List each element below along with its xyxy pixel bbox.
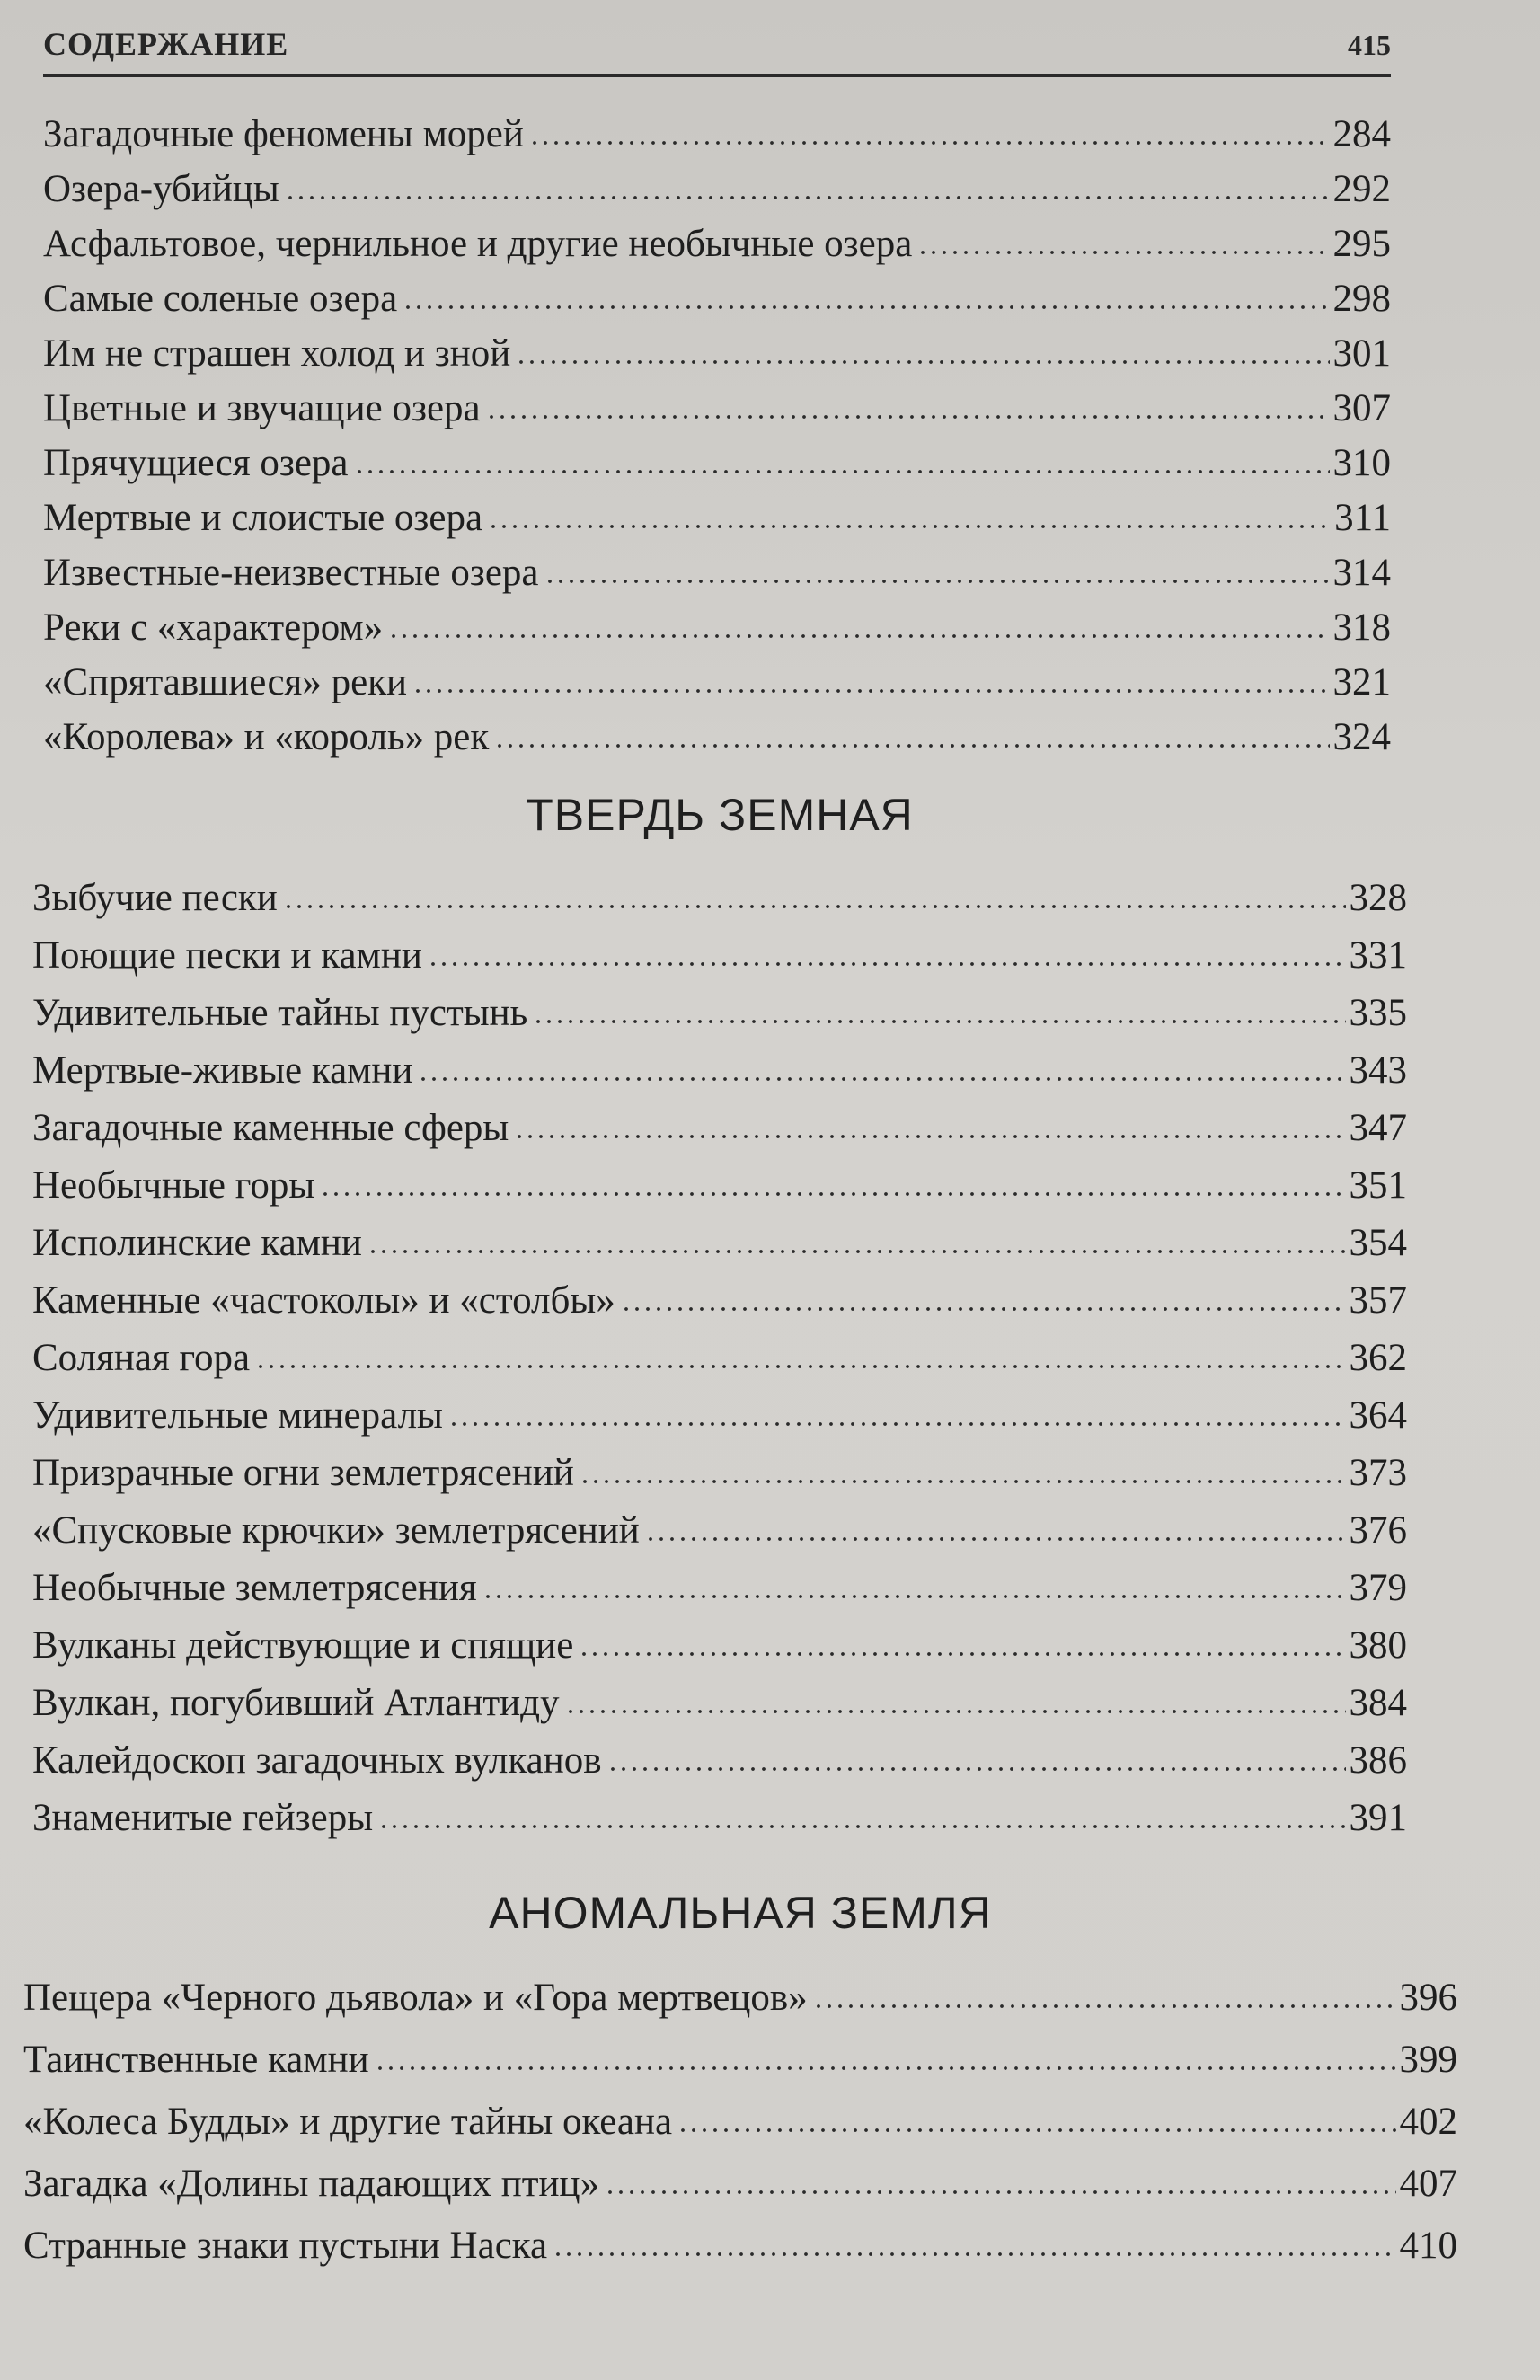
toc-entry <box>43 166 1391 213</box>
toc-entry-page: 292 <box>1332 168 1391 210</box>
toc-entry-page: 284 <box>1332 113 1391 155</box>
toc-entry <box>23 1975 1457 2022</box>
toc-entry <box>43 605 1391 651</box>
toc-entry <box>43 440 1391 487</box>
dot-leader <box>448 1420 1346 1429</box>
toc-entry-title: Загадка «Долины падающих птиц» <box>23 2163 600 2205</box>
toc-entry-page: 362 <box>1349 1337 1407 1379</box>
dot-leader <box>514 1132 1345 1141</box>
running-header <box>43 20 1391 77</box>
toc-entry-title: Мертвые-живые камни <box>32 1049 413 1092</box>
toc-entry <box>32 1048 1407 1094</box>
dot-leader <box>544 577 1330 586</box>
toc-entry <box>23 2037 1457 2084</box>
toc-entry-page: 402 <box>1399 2101 1457 2143</box>
toc-entry-page: 396 <box>1399 1977 1457 2019</box>
toc-entry <box>43 385 1391 432</box>
dot-leader <box>375 2064 1396 2073</box>
toc-entry-title: Странные знаки пустыни Наска <box>23 2225 548 2267</box>
toc-entry <box>43 495 1391 542</box>
toc-entry <box>32 1220 1407 1267</box>
toc-entry-title: Цветные и звучащие озера <box>43 387 481 429</box>
toc-entry <box>32 1450 1407 1497</box>
toc-entry-page: 399 <box>1399 2039 1457 2081</box>
toc-entry-page: 335 <box>1349 992 1407 1034</box>
toc-entry <box>23 2099 1457 2146</box>
toc-entry-page: 373 <box>1349 1452 1407 1494</box>
toc-entry-title: Реки с «характером» <box>43 606 384 649</box>
dot-leader <box>813 2002 1396 2011</box>
section-heading: АНОМАЛЬНАЯ ЗЕМЛЯ <box>489 1888 992 1938</box>
toc-entry-page: 380 <box>1349 1624 1407 1667</box>
toc-entry <box>32 1508 1407 1554</box>
toc-entry <box>43 331 1391 377</box>
toc-entry-title: Им не страшен холод и зной <box>43 332 511 375</box>
toc-entry-title: Известные-неизвестные озера <box>43 552 539 594</box>
toc-entry <box>32 1738 1407 1784</box>
toc-entry-page: 351 <box>1349 1164 1407 1207</box>
toc-entry-page: 410 <box>1399 2225 1457 2267</box>
dot-leader <box>494 741 1329 750</box>
toc-entry <box>43 550 1391 597</box>
toc-entry-title: Зыбучие пески <box>32 877 278 919</box>
dot-leader <box>428 960 1346 969</box>
dot-leader <box>533 1017 1345 1026</box>
toc-entry-title: Прячущиеся озера <box>43 442 349 484</box>
toc-entry <box>23 2223 1457 2269</box>
toc-entry <box>32 990 1407 1037</box>
toc-entry <box>32 1795 1407 1842</box>
toc-entry-page: 354 <box>1349 1222 1407 1264</box>
toc-entry-title: Удивительные тайны пустынь <box>32 992 528 1034</box>
toc-entry <box>43 221 1391 268</box>
toc-section-continuation <box>43 106 1391 771</box>
toc-entry-page: 331 <box>1349 934 1407 977</box>
dot-leader <box>388 632 1329 641</box>
toc-entry-page: 295 <box>1332 223 1391 265</box>
toc-entry <box>43 111 1391 158</box>
toc-entry-page: 310 <box>1332 442 1391 484</box>
toc-entry <box>32 875 1407 922</box>
toc-entry-page: 407 <box>1399 2163 1457 2205</box>
toc-entry-page: 391 <box>1349 1797 1407 1839</box>
dot-leader <box>605 2188 1395 2197</box>
toc-entry <box>43 714 1391 761</box>
toc-entry-title: Асфальтовое, чернильное и другие необычные озера <box>43 223 913 265</box>
toc-entry-title: Исполинские камни <box>32 1222 362 1264</box>
toc-entry-page: 357 <box>1349 1279 1407 1322</box>
toc-entry <box>32 1623 1407 1669</box>
toc-entry-title: Необычные землетрясения <box>32 1567 477 1609</box>
toc-entry-title: Калейдоскоп загадочных вулканов <box>32 1739 602 1782</box>
toc-entry-title: Соляная гора <box>32 1337 251 1379</box>
toc-entry <box>43 659 1391 706</box>
toc-entry-title: Призрачные огни землетрясений <box>32 1452 574 1494</box>
dot-leader <box>367 1247 1346 1256</box>
toc-entry-title: «Спрятавшиеся» реки <box>43 661 408 703</box>
dot-leader <box>488 522 1331 531</box>
toc-entry-page: 386 <box>1349 1739 1407 1782</box>
toc-section-tverd-zemnaya <box>32 789 1407 1858</box>
toc-entry-page: 328 <box>1349 877 1407 919</box>
dot-leader <box>418 1075 1345 1084</box>
dot-leader <box>320 1190 1345 1199</box>
toc-section-anomalnaya-zemlya <box>23 1887 1457 2291</box>
section-heading: ТВЕРДЬ ЗЕМНАЯ <box>526 790 914 840</box>
toc-entry <box>32 933 1407 979</box>
page-number: 415 <box>1348 29 1391 61</box>
toc-entry-title: «Спусковые крючки» землетрясений <box>32 1509 640 1552</box>
toc-entry-page: 376 <box>1349 1509 1407 1552</box>
dot-leader <box>378 1822 1345 1831</box>
dot-leader <box>645 1535 1346 1544</box>
dot-leader <box>283 902 1346 911</box>
toc-entry-title: «Королева» и «король» рек <box>43 716 490 758</box>
toc-entry <box>43 276 1391 323</box>
toc-entry-page: 321 <box>1332 661 1391 703</box>
toc-entry-title: Озера-убийцы <box>43 168 279 210</box>
toc-entry-page: 343 <box>1349 1049 1407 1092</box>
toc-entry-page: 298 <box>1332 278 1391 320</box>
toc-entry-page: 318 <box>1332 606 1391 649</box>
toc-entry-title: Поющие пески и камни <box>32 934 422 977</box>
dot-leader <box>607 1765 1346 1774</box>
toc-entry-page: 307 <box>1332 387 1391 429</box>
toc-entry-title: Мертвые и слоистые озера <box>43 497 483 539</box>
toc-entry-title: Вулкан, погубивший Атлантиду <box>32 1682 560 1724</box>
dot-leader <box>255 1362 1345 1371</box>
toc-entry-title: Загадочные каменные сферы <box>32 1107 509 1149</box>
toc-entry <box>32 1680 1407 1727</box>
dot-leader <box>412 686 1329 695</box>
dot-leader <box>516 358 1329 367</box>
toc-entry-page: 347 <box>1349 1107 1407 1149</box>
dot-leader <box>486 412 1330 421</box>
toc-entry-title: Загадочные феномены морей <box>43 113 524 155</box>
dot-leader <box>285 193 1330 202</box>
toc-entry-page: 311 <box>1334 497 1391 539</box>
dot-leader <box>529 138 1330 147</box>
toc-entry-title: Необычные горы <box>32 1164 315 1207</box>
toc-entry-title: Вулканы действующие и спящие <box>32 1624 574 1667</box>
toc-entry-page: 324 <box>1332 716 1391 758</box>
toc-entry <box>23 2161 1457 2207</box>
dot-leader <box>553 2250 1395 2259</box>
toc-entry-title: Знаменитые гейзеры <box>32 1797 374 1839</box>
dot-leader <box>565 1707 1346 1716</box>
dot-leader <box>677 2126 1395 2135</box>
dot-leader <box>579 1650 1345 1659</box>
toc-entry <box>32 1163 1407 1209</box>
dot-leader <box>917 248 1329 257</box>
toc-entry <box>32 1105 1407 1152</box>
toc-entry-page: 379 <box>1349 1567 1407 1609</box>
dot-leader <box>354 467 1330 476</box>
toc-entry <box>32 1335 1407 1382</box>
toc-entry <box>32 1393 1407 1439</box>
toc-entry-title: Каменные «частоколы» и «столбы» <box>32 1279 615 1322</box>
running-header-title: СОДЕРЖАНИЕ <box>43 26 289 62</box>
toc-entry-title: «Колеса Будды» и другие тайны океана <box>23 2101 673 2143</box>
dot-leader <box>621 1305 1346 1314</box>
toc-entry-page: 384 <box>1349 1682 1407 1724</box>
dot-leader <box>403 303 1329 312</box>
toc-entry-title: Таинственные камни <box>23 2039 369 2081</box>
toc-entry-title: Самые соленые озера <box>43 278 398 320</box>
toc-entry-title: Пещера «Черного дьявола» и «Гора мертвецов» <box>23 1977 808 2019</box>
toc-entry-page: 314 <box>1332 552 1391 594</box>
toc-entry-page: 301 <box>1332 332 1391 375</box>
toc-entry <box>32 1565 1407 1612</box>
toc-entry <box>32 1278 1407 1324</box>
dot-leader <box>482 1592 1346 1601</box>
dot-leader <box>580 1477 1346 1486</box>
toc-entry-page: 364 <box>1349 1394 1407 1437</box>
toc-entry-title: Удивительные минералы <box>32 1394 443 1437</box>
